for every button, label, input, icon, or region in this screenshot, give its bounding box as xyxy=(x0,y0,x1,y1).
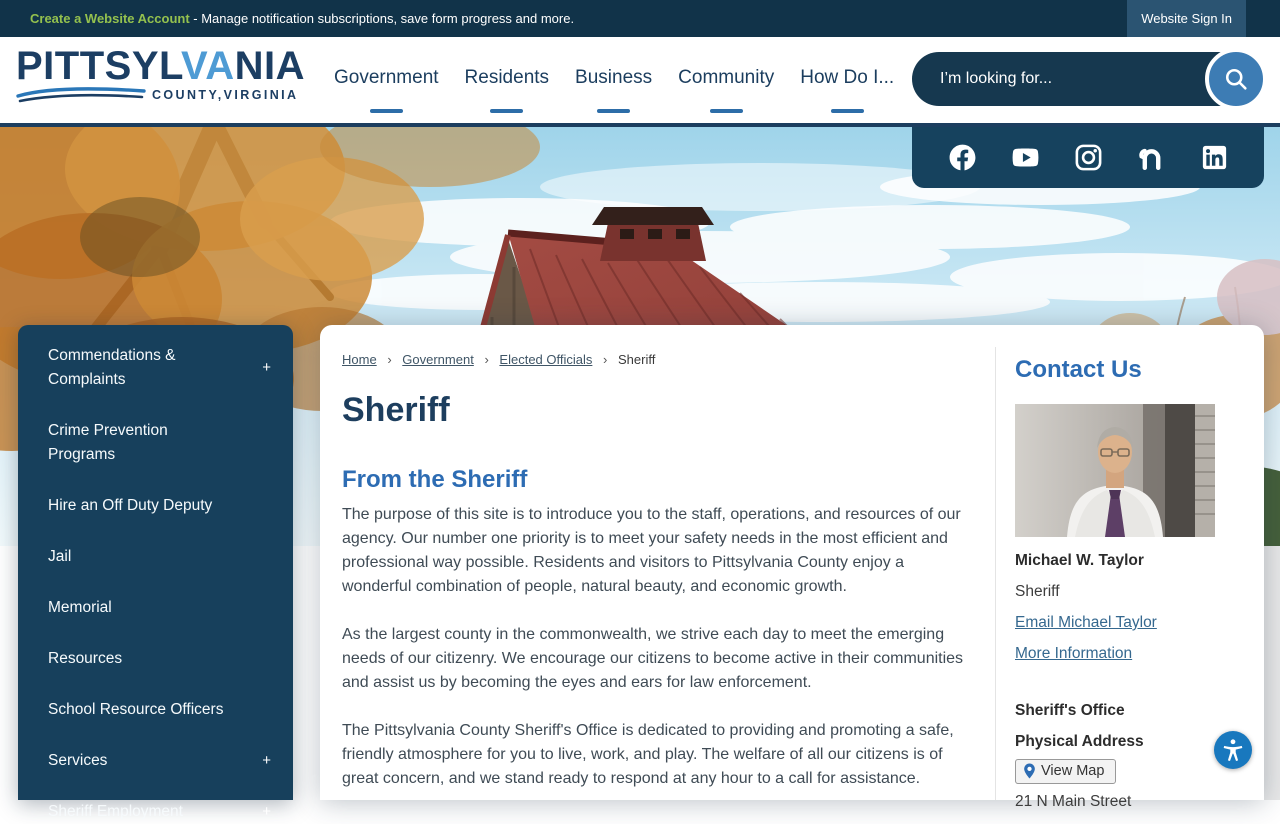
nav-item-residents[interactable]: Residents xyxy=(465,68,550,113)
logo-wordmark: PITTSYLVANIA xyxy=(16,44,305,88)
search-icon xyxy=(1222,65,1250,93)
accessibility-icon xyxy=(1220,737,1246,763)
nav-underline xyxy=(597,109,630,113)
accessibility-widget-button[interactable] xyxy=(1214,731,1252,769)
more-information-link[interactable]: More Information xyxy=(1015,645,1133,662)
content-panel xyxy=(320,325,1264,810)
page-title: Sheriff xyxy=(342,391,450,429)
linkedin-icon[interactable] xyxy=(1198,142,1230,174)
menu-item-hire-off-duty-deputy[interactable]: Hire an Off Duty Deputy xyxy=(48,497,213,514)
nav-underline xyxy=(710,109,743,113)
menu-item-school-resource-officers[interactable]: School Resource Officers xyxy=(48,701,224,718)
expand-plus-icon[interactable]: + xyxy=(262,752,271,769)
breadcrumb-current: Sheriff xyxy=(617,352,656,367)
paragraph-1: The purpose of this site is to introduce you to the staff, operations, and resources of our agency. Our number one priority is to meet your safety needs in the most efficient and professional way possible. Residents and visitors to Pittsylvania County enjoy a wonderful combination of people, natural beauty, and economic growth. xyxy=(342,506,961,595)
header-divider xyxy=(0,123,1280,127)
logo-subtitle: COUNTY,VIRGINIA xyxy=(152,88,299,102)
view-map-button[interactable]: View Map xyxy=(1015,759,1116,784)
site-header xyxy=(0,37,1280,123)
logo-va-highlight: VA xyxy=(180,44,235,88)
contact-role: Sheriff xyxy=(1015,583,1060,600)
breadcrumb-separator: › xyxy=(603,352,608,367)
account-message-text: - Manage notification subscriptions, save form progress and more. xyxy=(193,11,575,26)
search-button[interactable] xyxy=(1205,48,1267,110)
section-menu xyxy=(18,325,293,820)
contact-name: Michael W. Taylor xyxy=(1015,552,1144,569)
menu-item-memorial[interactable]: Memorial xyxy=(48,599,112,616)
expand-plus-icon[interactable]: + xyxy=(262,803,271,820)
menu-item-crime-prevention-programs[interactable]: Crime Prevention Programs xyxy=(48,422,168,463)
instagram-icon[interactable] xyxy=(1072,142,1104,174)
nav-underline xyxy=(370,109,403,113)
nav-item-government[interactable]: Government xyxy=(334,68,439,113)
search-input[interactable] xyxy=(940,70,1170,88)
create-account-link[interactable]: Create a Website Account xyxy=(30,11,190,26)
section-heading: From the Sheriff xyxy=(342,466,528,493)
logo-swoosh-icon xyxy=(16,87,146,103)
menu-item-jail[interactable]: Jail xyxy=(48,548,72,565)
paragraph-2: As the largest county in the commonwealth, we strive each day to meet the emerging needs of our citizenry. We encourage our citizens to become active in their communities and assist us by becoming the eyes and ears for law enforcement. xyxy=(342,626,964,691)
site-search xyxy=(912,52,1264,106)
facebook-icon[interactable] xyxy=(946,142,978,174)
top-utility-bar xyxy=(0,0,1280,37)
map-pin-icon xyxy=(1023,763,1036,779)
physical-address-label: Physical Address xyxy=(1015,733,1144,750)
body-copy xyxy=(342,503,974,791)
menu-item-resources[interactable]: Resources xyxy=(48,650,123,667)
breadcrumb-government[interactable]: Government xyxy=(402,352,474,367)
nav-item-community[interactable]: Community xyxy=(678,68,774,113)
menu-item-services[interactable]: Services + xyxy=(48,749,271,773)
breadcrumb-separator: › xyxy=(387,352,392,367)
street-address: 21 N Main Street xyxy=(1015,793,1132,810)
nav-underline xyxy=(490,109,523,113)
breadcrumb-separator: › xyxy=(484,352,489,367)
nextdoor-icon[interactable] xyxy=(1135,142,1167,174)
contact-us-title: Contact Us xyxy=(1015,356,1142,383)
social-media-bar xyxy=(912,127,1264,188)
breadcrumb-home[interactable]: Home xyxy=(342,352,377,367)
site-logo[interactable] xyxy=(16,46,318,103)
sheriff-portrait-photo xyxy=(1015,404,1215,537)
account-message xyxy=(30,11,574,26)
nav-underline xyxy=(831,109,864,113)
menu-item-commendations-complaints[interactable]: Commendations & Complaints + xyxy=(48,347,271,388)
expand-plus-icon[interactable]: + xyxy=(262,359,271,376)
youtube-icon[interactable] xyxy=(1009,142,1041,174)
nav-item-how-do-i[interactable]: How Do I... xyxy=(800,68,894,113)
office-name: Sheriff's Office xyxy=(1015,702,1125,719)
right-page-gutter xyxy=(1264,546,1280,800)
email-sheriff-link[interactable]: Email Michael Taylor xyxy=(1015,614,1157,631)
nav-item-business[interactable]: Business xyxy=(575,68,652,113)
website-sign-in-button[interactable]: Website Sign In xyxy=(1127,0,1246,37)
contact-us-section xyxy=(1015,356,1225,811)
content-divider xyxy=(995,347,996,800)
main-navigation xyxy=(334,68,894,113)
menu-item-sheriff-employment[interactable]: Sheriff Employment + xyxy=(48,800,271,824)
paragraph-3: The Pittsylvania County Sheriff's Office is dedicated to providing and promoting a safe, friendly atmosphere for you to live, work, and play. The welfare of all our citizens is of great concern, and we stand ready to respond at any hour to a call for assistance. xyxy=(342,722,954,787)
breadcrumb-elected-officials[interactable]: Elected Officials xyxy=(499,352,593,367)
